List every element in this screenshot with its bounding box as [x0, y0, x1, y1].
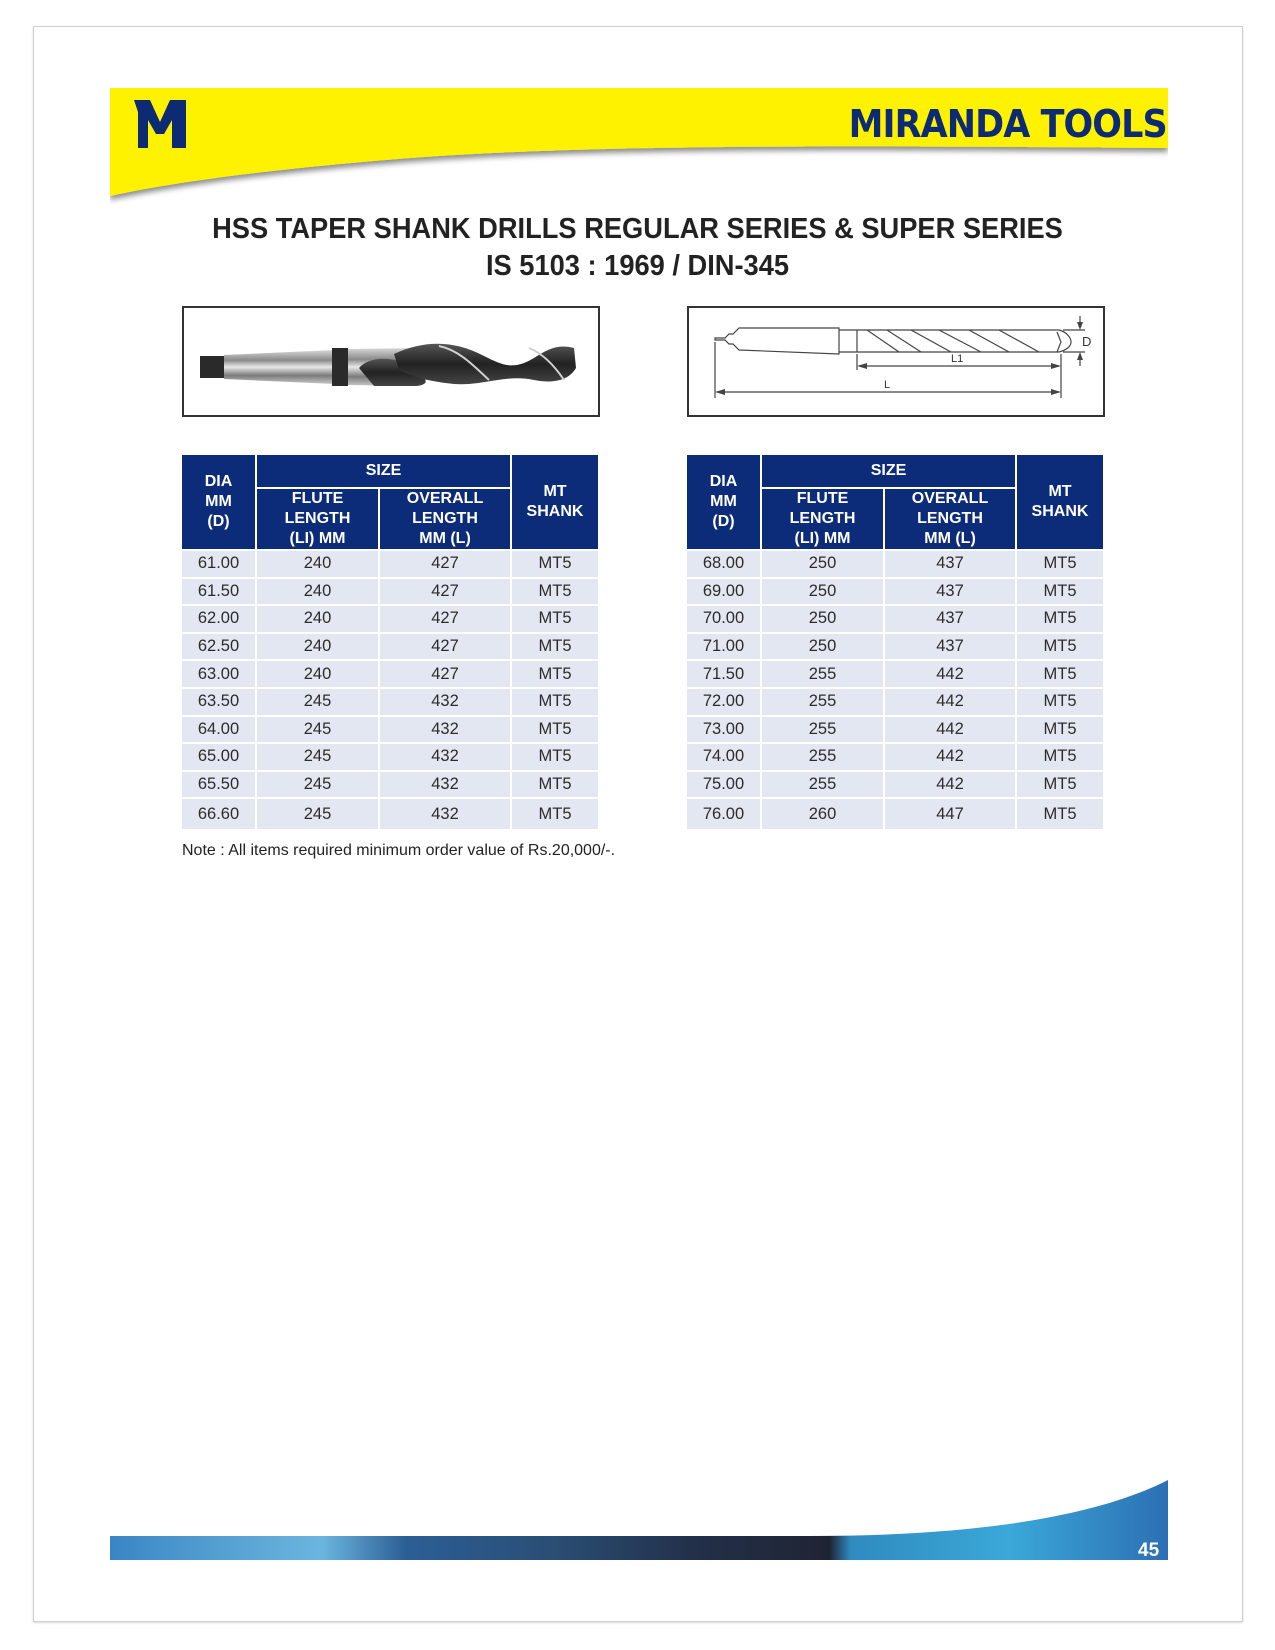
page-title: HSS TAPER SHANK DRILLS REGULAR SERIES & SUPER SERIES: [212, 213, 1063, 245]
header-dia: DIA MM (D): [182, 455, 255, 549]
table-row: 63.50 245 432 MT5: [182, 689, 598, 715]
table-row: 71.50 255 442 MT5: [687, 661, 1103, 687]
order-note: Note : All items required minimum order value of Rs.20,000/-.: [182, 842, 616, 859]
footer-band: [110, 1480, 1168, 1564]
header-size: SIZE: [257, 455, 510, 487]
table-row: 65.00 245 432 MT5: [182, 744, 598, 770]
table-row: 61.50 240 427 MT5: [182, 579, 598, 605]
table-row: 69.00 250 437 MT5: [687, 579, 1103, 605]
table-row: 65.50 245 432 MT5: [182, 772, 598, 798]
table-row: 62.00 240 427 MT5: [182, 606, 598, 632]
drill-dimension-diagram-icon: [689, 308, 1103, 415]
flute-length-label: L1: [951, 353, 964, 365]
brand-name: MIRANDA TOOLS: [848, 102, 1167, 146]
header-overall-length: OVERALL LENGTH MM (L): [380, 489, 510, 549]
header-flute-length: FLUTE LENGTH (LI) MM: [257, 489, 378, 549]
footer-gradient-band: [110, 1480, 1168, 1564]
table-row: 66.60 245 432 MT5: [182, 799, 598, 829]
table-row: 64.00 245 432 MT5: [182, 717, 598, 743]
table-row: 70.00 250 437 MT5: [687, 606, 1103, 632]
page-number: 45: [1138, 1540, 1160, 1561]
drill-photo-box: [182, 306, 600, 417]
taper-shank-drill-photo-icon: [184, 308, 598, 415]
header-dia: DIA MM (D): [687, 455, 760, 549]
header-overall-length: OVERALL LENGTH MM (L): [885, 489, 1015, 549]
table-row: 75.00 255 442 MT5: [687, 772, 1103, 798]
header-size: SIZE: [762, 455, 1015, 487]
table-row: 71.00 250 437 MT5: [687, 634, 1103, 660]
table-row: 63.00 240 427 MT5: [182, 661, 598, 687]
dimension-diagram-box: [687, 306, 1105, 417]
table-row: 74.00 255 442 MT5: [687, 744, 1103, 770]
header-flute-length: FLUTE LENGTH (LI) MM: [762, 489, 883, 549]
spec-table-right: [685, 453, 1105, 831]
table-row: 62.50 240 427 MT5: [182, 634, 598, 660]
header-mt-shank: MT SHANK: [1017, 455, 1103, 549]
table-row: 68.00 250 437 MT5: [687, 551, 1103, 577]
table-row: 72.00 255 442 MT5: [687, 689, 1103, 715]
overall-length-label: L: [884, 379, 891, 391]
table-row: 61.00 240 427 MT5: [182, 551, 598, 577]
miranda-logo-icon: [134, 100, 186, 148]
page-subtitle: IS 5103 : 1969 / DIN-345: [485, 250, 790, 282]
table-row: 73.00 255 442 MT5: [687, 717, 1103, 743]
header-mt-shank: MT SHANK: [512, 455, 598, 549]
diameter-label: D: [1082, 334, 1092, 349]
spec-table-left: [180, 453, 600, 831]
table-row: 76.00 260 447 MT5: [687, 799, 1103, 829]
